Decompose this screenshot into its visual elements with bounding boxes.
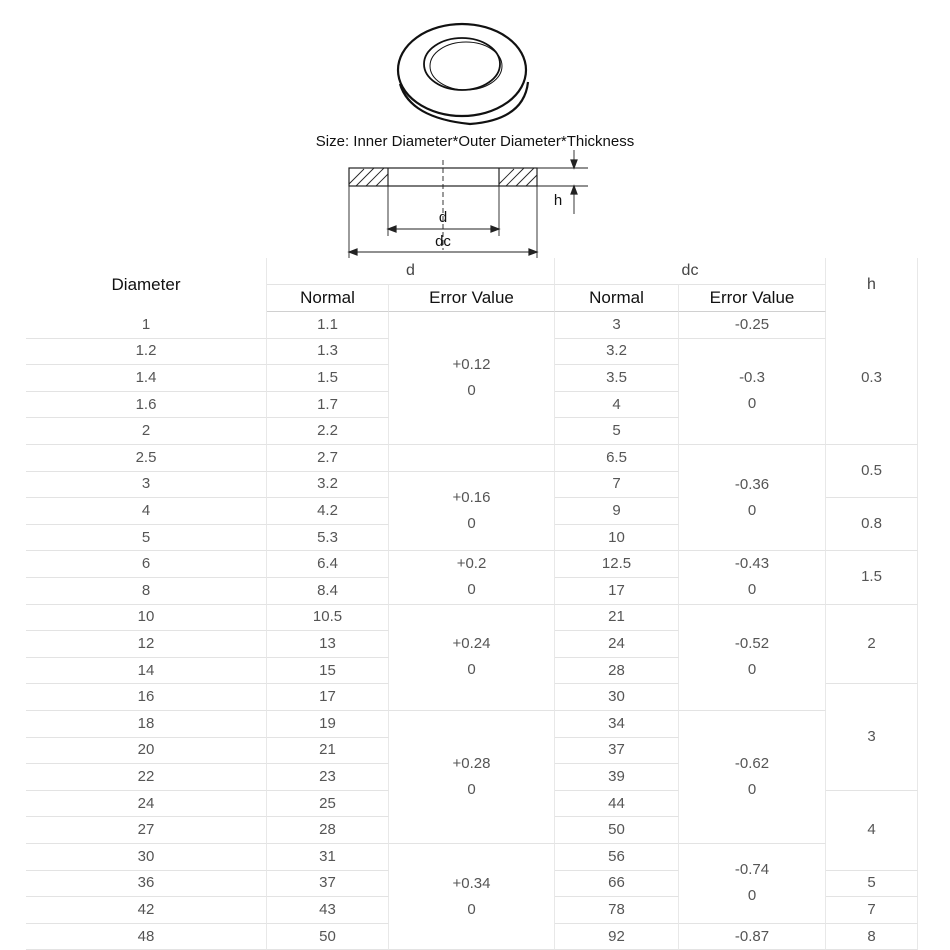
d-normal-cell: 1.3 [267,339,389,366]
diameter-cell: 1.2 [26,339,267,366]
dc-normal-cell: 3.2 [555,339,679,366]
diameter-cell: 18 [26,711,267,738]
dc-tolerance-cell-upper: -0.52 [734,635,770,653]
d-normal-cell: 17 [267,684,389,711]
diameter-cell: 14 [26,658,267,685]
dc-tolerance-cell [679,711,826,844]
d-normal-cell: 25 [267,791,389,818]
h-value-cell: 2 [826,605,918,685]
dc-tolerance-cell-upper: -0.62 [734,755,770,772]
dc-tolerance-cell [679,551,826,604]
dc-normal-cell: 56 [555,844,679,871]
dc-normal-cell: 24 [555,631,679,658]
dc-tolerance-cell-lower: 0 [747,501,757,519]
d-normal-cell: 1.7 [267,392,389,419]
dc-normal-cell: 28 [555,658,679,685]
h-value-cell: 8 [826,924,918,950]
diameter-cell: 42 [26,897,267,924]
dc-normal-cell: 3 [555,312,679,339]
h-value-cell: 3 [826,684,918,790]
d-normal-cell: 50 [267,924,389,950]
h-value-cell: 0.3 [826,312,918,445]
dc-normal-cell: 44 [555,791,679,818]
d-tolerance-cell-upper: +0.16 [452,488,491,506]
diameter-cell: 6 [26,551,267,578]
d-normal-cell: 37 [267,871,389,898]
dc-tolerance-cell [679,445,826,551]
d-normal-cell: 4.2 [267,498,389,525]
d-normal-cell: 2.7 [267,445,389,472]
d-tolerance-cell-upper: +0.24 [452,635,491,653]
dc-normal-cell: 34 [555,711,679,738]
dc-tolerance-cell-lower: 0 [747,887,757,905]
h-value-cell: 0.5 [826,445,918,498]
diameter-cell: 20 [26,738,267,765]
h-header: h [826,258,918,312]
size-caption: Size: Inner Diameter*Outer Diameter*Thickness [315,133,635,150]
d-tolerance-cell-upper: +0.34 [452,874,491,892]
d-normal-cell: 3.2 [267,472,389,499]
d-tolerance-cell-lower: 0 [467,514,476,532]
d-normal-cell: 31 [267,844,389,871]
dc-tolerance-cell-upper: -0.36 [734,475,770,493]
dc-tolerance-cell-upper: -0.43 [734,555,770,573]
dc-normal-cell: 50 [555,817,679,844]
dc-normal-cell: 78 [555,897,679,924]
d-normal-cell: 2.2 [267,418,389,445]
dc-normal-cell: 7 [555,472,679,499]
diameter-cell: 3 [26,472,267,499]
d-tolerance-cell-lower: 0 [467,900,476,918]
d-normal-cell: 6.4 [267,551,389,578]
dc-tolerance-cell [679,924,826,950]
diameter-cell: 22 [26,764,267,791]
dc-normal-cell: 9 [555,498,679,525]
dc-tolerance-cell [679,312,826,339]
d-tolerance-cell-lower: 0 [467,661,476,679]
d-tolerance-cell [389,472,555,552]
diameter-header: Diameter [26,258,267,312]
diameter-cell: 1 [26,312,267,339]
d-tolerance-cell [389,711,555,844]
diameter-cell: 48 [26,924,267,950]
d-tolerance-cell-lower: 0 [467,581,476,599]
h-value-cell: 7 [826,897,918,924]
d-tolerance-cell-upper: +0.28 [452,755,491,772]
d-tolerance-cell [389,312,555,445]
d-normal-cell: 10.5 [267,605,389,632]
d-tolerance-cell-lower: 0 [467,382,476,399]
h-value-cell: 4 [826,791,918,871]
d-normal-cell: 15 [267,658,389,685]
d-dimension-label: d [438,209,448,226]
h-value-cell: 1.5 [826,551,918,604]
dc-normal-cell: 12.5 [555,551,679,578]
dc-tolerance-cell-lower: 0 [747,581,757,599]
dc-tolerance-cell-lower: 0 [747,661,757,679]
diameter-cell: 36 [26,871,267,898]
diameter-cell: 27 [26,817,267,844]
diameter-cell: 12 [26,631,267,658]
h-dimension-label: h [553,192,563,209]
d-normal-cell: 43 [267,897,389,924]
d-normal-cell: 13 [267,631,389,658]
diameter-cell: 4 [26,498,267,525]
diameter-cell: 10 [26,605,267,632]
dc-error-value-header: Error Value [679,284,826,312]
d-tolerance-cell-lower: 0 [467,781,476,798]
diameter-cell: 1.6 [26,392,267,419]
dc-normal-cell: 66 [555,871,679,898]
d-normal-cell: 23 [267,764,389,791]
diameter-cell: 2.5 [26,445,267,472]
d-error-value-header: Error Value [389,284,555,312]
diameter-cell: 1.4 [26,365,267,392]
dc-tolerance-cell-lower: 0 [747,395,757,413]
dc-normal-cell: 5 [555,418,679,445]
dc-normal-cell: 37 [555,738,679,765]
diameter-cell: 2 [26,418,267,445]
h-value-cell: 0.8 [826,498,918,551]
d-tolerance-cell [389,445,555,472]
d-normal-cell: 1.1 [267,312,389,339]
d-tolerance-cell [389,551,555,604]
dc-tolerance-cell-lower: 0 [747,781,757,798]
dc-tolerance-cell [679,844,826,924]
dc-tolerance-cell-upper: -0.87 [734,927,770,945]
dc-normal-cell: 4 [555,392,679,419]
dc-normal-cell: 21 [555,605,679,632]
dc-normal-cell: 3.5 [555,365,679,392]
d-tolerance-cell [389,605,555,711]
dc-normal-cell: 39 [555,764,679,791]
dc-normal-cell: 17 [555,578,679,605]
d-normal-header: Normal [267,284,389,312]
d-normal-cell: 5.3 [267,525,389,552]
dc-dimension-label: dc [435,233,451,250]
d-tolerance-cell-upper: +0.12 [452,356,491,373]
dc-tolerance-cell-upper: -0.25 [734,315,770,333]
dc-tolerance-cell [679,605,826,711]
dc-normal-cell: 92 [555,924,679,950]
dc-normal-header: Normal [555,284,679,312]
dc-tolerance-cell [679,339,826,445]
dc-normal-cell: 6.5 [555,445,679,472]
dc-tolerance-cell-upper: -0.3 [739,369,765,387]
d-normal-cell: 21 [267,738,389,765]
diameter-cell: 24 [26,791,267,818]
h-value-cell: 5 [826,871,918,898]
d-group-header: d [267,258,555,284]
d-normal-cell: 19 [267,711,389,738]
dc-group-header: dc [555,258,826,284]
diameter-cell: 5 [26,525,267,552]
diameter-cell: 16 [26,684,267,711]
d-tolerance-cell [389,844,555,950]
diameter-cell: 30 [26,844,267,871]
d-normal-cell: 28 [267,817,389,844]
d-normal-cell: 1.5 [267,365,389,392]
dc-tolerance-cell-upper: -0.74 [734,861,770,879]
diameter-cell: 8 [26,578,267,605]
dc-normal-cell: 10 [555,525,679,552]
d-normal-cell: 8.4 [267,578,389,605]
d-tolerance-cell-upper: +0.2 [456,555,487,573]
dc-normal-cell: 30 [555,684,679,711]
